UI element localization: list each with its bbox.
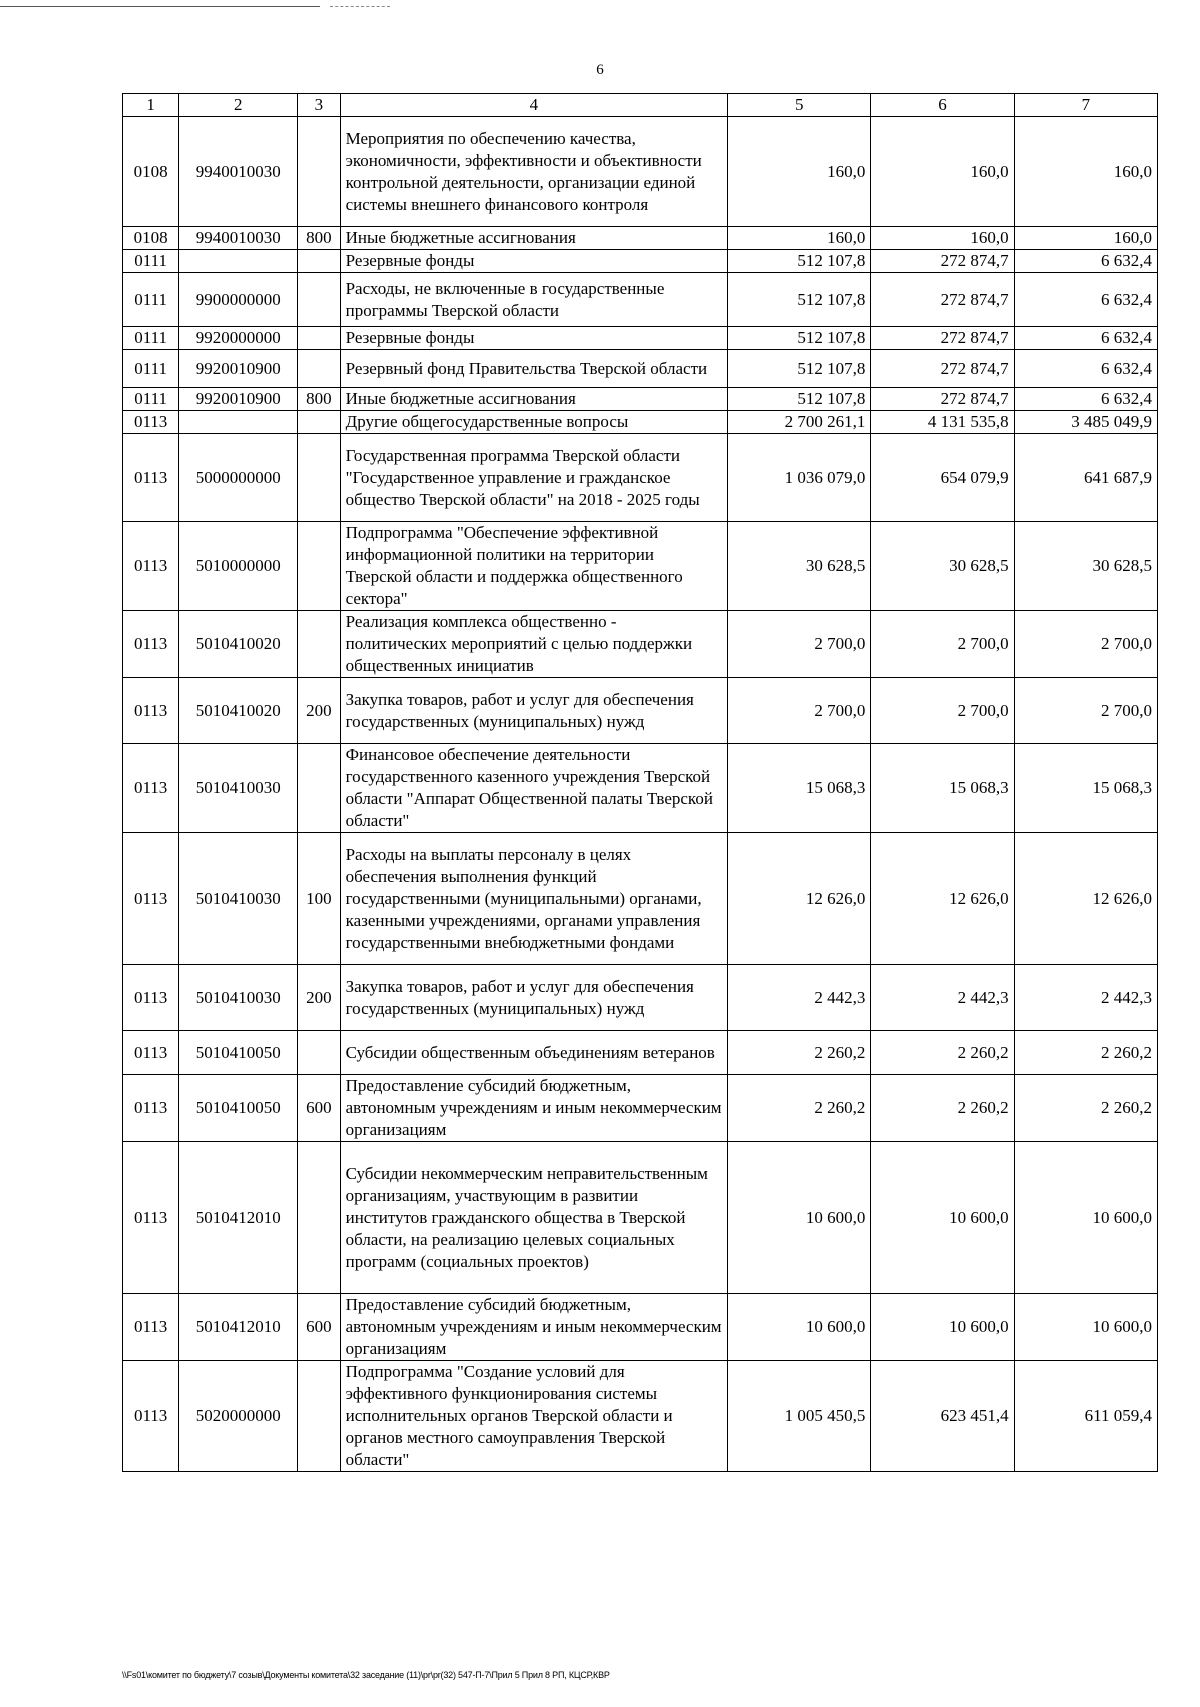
kcsr-cell: 5000000000: [179, 434, 298, 522]
kvr-cell: [298, 611, 340, 678]
name-cell: Иные бюджетные ассигнования: [340, 227, 727, 250]
value-col5-cell: 2 260,2: [728, 1031, 871, 1075]
value-col7-cell: 6 632,4: [1014, 273, 1157, 327]
table-row: [123, 250, 1158, 273]
value-col6-cell: 2 260,2: [871, 1075, 1014, 1142]
kvr-cell: 600: [298, 1294, 340, 1361]
value-col7-cell: 2 260,2: [1014, 1031, 1157, 1075]
kvr-cell: 800: [298, 227, 340, 250]
value-col6-cell: 2 442,3: [871, 965, 1014, 1031]
value-col7-cell: 2 442,3: [1014, 965, 1157, 1031]
value-col6-cell: 623 451,4: [871, 1361, 1014, 1472]
value-col7-cell: 15 068,3: [1014, 744, 1157, 833]
value-col7-cell: 3 485 049,9: [1014, 411, 1157, 434]
kcsr-cell: 9900000000: [179, 273, 298, 327]
value-col6-cell: 10 600,0: [871, 1142, 1014, 1294]
kvr-cell: [298, 411, 340, 434]
value-col5-cell: 10 600,0: [728, 1142, 871, 1294]
table-row: [123, 965, 1158, 1031]
value-col7-cell: 6 632,4: [1014, 327, 1157, 350]
value-col7-cell: 160,0: [1014, 227, 1157, 250]
kcsr-cell: 9940010030: [179, 227, 298, 250]
name-cell: Мероприятия по обеспечению качества, экономичности, эффективности и объективности контрольной деятельности, организации единой системы внешнего финансового контроля: [340, 117, 727, 227]
razdel-cell: 0113: [123, 1361, 179, 1472]
razdel-cell: 0111: [123, 388, 179, 411]
value-col6-cell: 10 600,0: [871, 1294, 1014, 1361]
name-cell: Финансовое обеспечение деятельности государственного казенного учреждения Тверской области "Аппарат Общественной палаты Тверской области": [340, 744, 727, 833]
razdel-cell: 0108: [123, 227, 179, 250]
razdel-cell: 0111: [123, 273, 179, 327]
value-col7-cell: 12 626,0: [1014, 833, 1157, 965]
kvr-cell: [298, 273, 340, 327]
value-col7-cell: 2 260,2: [1014, 1075, 1157, 1142]
kvr-cell: [298, 327, 340, 350]
kcsr-cell: 5010410020: [179, 678, 298, 744]
kvr-cell: [298, 1142, 340, 1294]
table-row: [123, 273, 1158, 327]
value-col5-cell: 2 700,0: [728, 678, 871, 744]
name-cell: Предоставление субсидий бюджетным, автономным учреждениям и иным некоммерческим организациям: [340, 1294, 727, 1361]
value-col6-cell: 160,0: [871, 117, 1014, 227]
razdel-cell: 0113: [123, 1075, 179, 1142]
header-col-6: 6: [871, 94, 1014, 117]
value-col6-cell: 272 874,7: [871, 388, 1014, 411]
kcsr-cell: 5020000000: [179, 1361, 298, 1472]
table-row: [123, 522, 1158, 611]
kcsr-cell: 9920000000: [179, 327, 298, 350]
razdel-cell: 0111: [123, 350, 179, 388]
razdel-cell: 0113: [123, 833, 179, 965]
value-col7-cell: 6 632,4: [1014, 350, 1157, 388]
razdel-cell: 0113: [123, 1142, 179, 1294]
value-col5-cell: 15 068,3: [728, 744, 871, 833]
name-cell: Закупка товаров, работ и услуг для обеспечения государственных (муниципальных) нужд: [340, 678, 727, 744]
kcsr-cell: 5010412010: [179, 1294, 298, 1361]
name-cell: Иные бюджетные ассигнования: [340, 388, 727, 411]
kvr-cell: [298, 117, 340, 227]
value-col7-cell: 10 600,0: [1014, 1142, 1157, 1294]
kvr-cell: [298, 250, 340, 273]
value-col6-cell: 272 874,7: [871, 250, 1014, 273]
table-row: [123, 327, 1158, 350]
kcsr-cell: 5010000000: [179, 522, 298, 611]
name-cell: Другие общегосударственные вопросы: [340, 411, 727, 434]
name-cell: Государственная программа Тверской области "Государственное управление и гражданское общество Тверской области" на 2018 - 2025 годы: [340, 434, 727, 522]
table-row: [123, 117, 1158, 227]
kcsr-cell: 5010412010: [179, 1142, 298, 1294]
table-row: [123, 1142, 1158, 1294]
razdel-cell: 0113: [123, 522, 179, 611]
table-body: [123, 117, 1158, 1472]
name-cell: Субсидии общественным объединениям ветеранов: [340, 1031, 727, 1075]
kcsr-cell: 5010410050: [179, 1031, 298, 1075]
razdel-cell: 0113: [123, 434, 179, 522]
value-col5-cell: 12 626,0: [728, 833, 871, 965]
value-col6-cell: 4 131 535,8: [871, 411, 1014, 434]
value-col6-cell: 272 874,7: [871, 327, 1014, 350]
table-row: [123, 1075, 1158, 1142]
razdel-cell: 0108: [123, 117, 179, 227]
name-cell: Подпрограмма "Создание условий для эффективного функционирования системы исполнительных органов Тверской области и органов местного самоуправления Тверской области": [340, 1361, 727, 1472]
value-col6-cell: 2 260,2: [871, 1031, 1014, 1075]
razdel-cell: 0111: [123, 250, 179, 273]
table-row: [123, 411, 1158, 434]
value-col7-cell: 10 600,0: [1014, 1294, 1157, 1361]
scan-top-rule-fragment: [330, 6, 390, 7]
kcsr-cell: 9920010900: [179, 350, 298, 388]
table-row: [123, 1294, 1158, 1361]
value-col7-cell: 6 632,4: [1014, 250, 1157, 273]
table-row: [123, 678, 1158, 744]
kvr-cell: 200: [298, 965, 340, 1031]
value-col5-cell: 10 600,0: [728, 1294, 871, 1361]
value-col5-cell: 160,0: [728, 117, 871, 227]
name-cell: Расходы на выплаты персоналу в целях обеспечения выполнения функций государственными (муниципальными) органами, казенными учреждениями, органами управления государственными внебюджетными фондами: [340, 833, 727, 965]
kvr-cell: 600: [298, 1075, 340, 1142]
table-row: [123, 1031, 1158, 1075]
kvr-cell: [298, 1361, 340, 1472]
value-col5-cell: 2 260,2: [728, 1075, 871, 1142]
kvr-cell: [298, 350, 340, 388]
value-col7-cell: 641 687,9: [1014, 434, 1157, 522]
table-row: [123, 388, 1158, 411]
name-cell: Резервные фонды: [340, 250, 727, 273]
header-col-5: 5: [728, 94, 871, 117]
razdel-cell: 0113: [123, 1294, 179, 1361]
kcsr-cell: 5010410030: [179, 744, 298, 833]
name-cell: Субсидии некоммерческим неправительственным организациям, участвующим в развитии институтов гражданского общества в Тверской области, на реализацию целевых социальных программ (социальных проектов): [340, 1142, 727, 1294]
scan-top-rule: [0, 6, 320, 7]
name-cell: Подпрограмма "Обеспечение эффективной информационной политики на территории Тверской области и поддержка общественного сектора": [340, 522, 727, 611]
header-col-2: 2: [179, 94, 298, 117]
value-col7-cell: 30 628,5: [1014, 522, 1157, 611]
column-number-header: [123, 94, 1158, 117]
value-col5-cell: 512 107,8: [728, 388, 871, 411]
kvr-cell: [298, 1031, 340, 1075]
value-col5-cell: 2 700 261,1: [728, 411, 871, 434]
table-row: [123, 744, 1158, 833]
kvr-cell: 200: [298, 678, 340, 744]
value-col5-cell: 1 036 079,0: [728, 434, 871, 522]
kcsr-cell: 5010410020: [179, 611, 298, 678]
value-col6-cell: 160,0: [871, 227, 1014, 250]
value-col5-cell: 512 107,8: [728, 250, 871, 273]
name-cell: Расходы, не включенные в государственные программы Тверской области: [340, 273, 727, 327]
footer-file-path: \\Fs01\комитет по бюджету\7 созыв\Документы комитета\32 заседание (11)\pr\pr(32) 547-П-7\Прил 5 Прил 8 РП, КЦСР,КВР: [122, 1670, 610, 1680]
value-col5-cell: 1 005 450,5: [728, 1361, 871, 1472]
value-col5-cell: 30 628,5: [728, 522, 871, 611]
header-col-4: 4: [340, 94, 727, 117]
name-cell: Предоставление субсидий бюджетным, автономным учреждениям и иным некоммерческим организациям: [340, 1075, 727, 1142]
table-row: [123, 611, 1158, 678]
header-col-1: 1: [123, 94, 179, 117]
table-row: [123, 350, 1158, 388]
razdel-cell: 0113: [123, 1031, 179, 1075]
value-col6-cell: 12 626,0: [871, 833, 1014, 965]
razdel-cell: 0113: [123, 965, 179, 1031]
kcsr-cell: 5010410030: [179, 965, 298, 1031]
value-col5-cell: 512 107,8: [728, 350, 871, 388]
kvr-cell: [298, 522, 340, 611]
value-col6-cell: 15 068,3: [871, 744, 1014, 833]
page-number: 6: [596, 62, 604, 78]
razdel-cell: 0111: [123, 327, 179, 350]
kvr-cell: [298, 744, 340, 833]
razdel-cell: 0113: [123, 744, 179, 833]
value-col6-cell: 654 079,9: [871, 434, 1014, 522]
value-col6-cell: 2 700,0: [871, 678, 1014, 744]
kcsr-cell: 9940010030: [179, 117, 298, 227]
header-col-3: 3: [298, 94, 340, 117]
razdel-cell: 0113: [123, 678, 179, 744]
value-col6-cell: 272 874,7: [871, 273, 1014, 327]
table-row: [123, 434, 1158, 522]
value-col7-cell: 6 632,4: [1014, 388, 1157, 411]
header-col-7: 7: [1014, 94, 1157, 117]
kvr-cell: [298, 434, 340, 522]
razdel-cell: 0113: [123, 611, 179, 678]
value-col5-cell: 2 700,0: [728, 611, 871, 678]
kcsr-cell: 5010410030: [179, 833, 298, 965]
kcsr-cell: [179, 250, 298, 273]
value-col5-cell: 160,0: [728, 227, 871, 250]
budget-table: [122, 93, 1158, 1472]
table-row: [123, 1361, 1158, 1472]
value-col5-cell: 512 107,8: [728, 273, 871, 327]
name-cell: Реализация комплекса общественно - политических мероприятий с целью поддержки общественных инициатив: [340, 611, 727, 678]
razdel-cell: 0113: [123, 411, 179, 434]
value-col6-cell: 272 874,7: [871, 350, 1014, 388]
value-col6-cell: 2 700,0: [871, 611, 1014, 678]
kcsr-cell: [179, 411, 298, 434]
value-col7-cell: 611 059,4: [1014, 1361, 1157, 1472]
name-cell: Резервный фонд Правительства Тверской области: [340, 350, 727, 388]
kvr-cell: 100: [298, 833, 340, 965]
kvr-cell: 800: [298, 388, 340, 411]
name-cell: Резервные фонды: [340, 327, 727, 350]
value-col5-cell: 512 107,8: [728, 327, 871, 350]
value-col7-cell: 2 700,0: [1014, 678, 1157, 744]
table-row: [123, 833, 1158, 965]
value-col5-cell: 2 442,3: [728, 965, 871, 1031]
table-row: [123, 227, 1158, 250]
name-cell: Закупка товаров, работ и услуг для обеспечения государственных (муниципальных) нужд: [340, 965, 727, 1031]
kcsr-cell: 9920010900: [179, 388, 298, 411]
value-col6-cell: 30 628,5: [871, 522, 1014, 611]
value-col7-cell: 160,0: [1014, 117, 1157, 227]
kcsr-cell: 5010410050: [179, 1075, 298, 1142]
value-col7-cell: 2 700,0: [1014, 611, 1157, 678]
